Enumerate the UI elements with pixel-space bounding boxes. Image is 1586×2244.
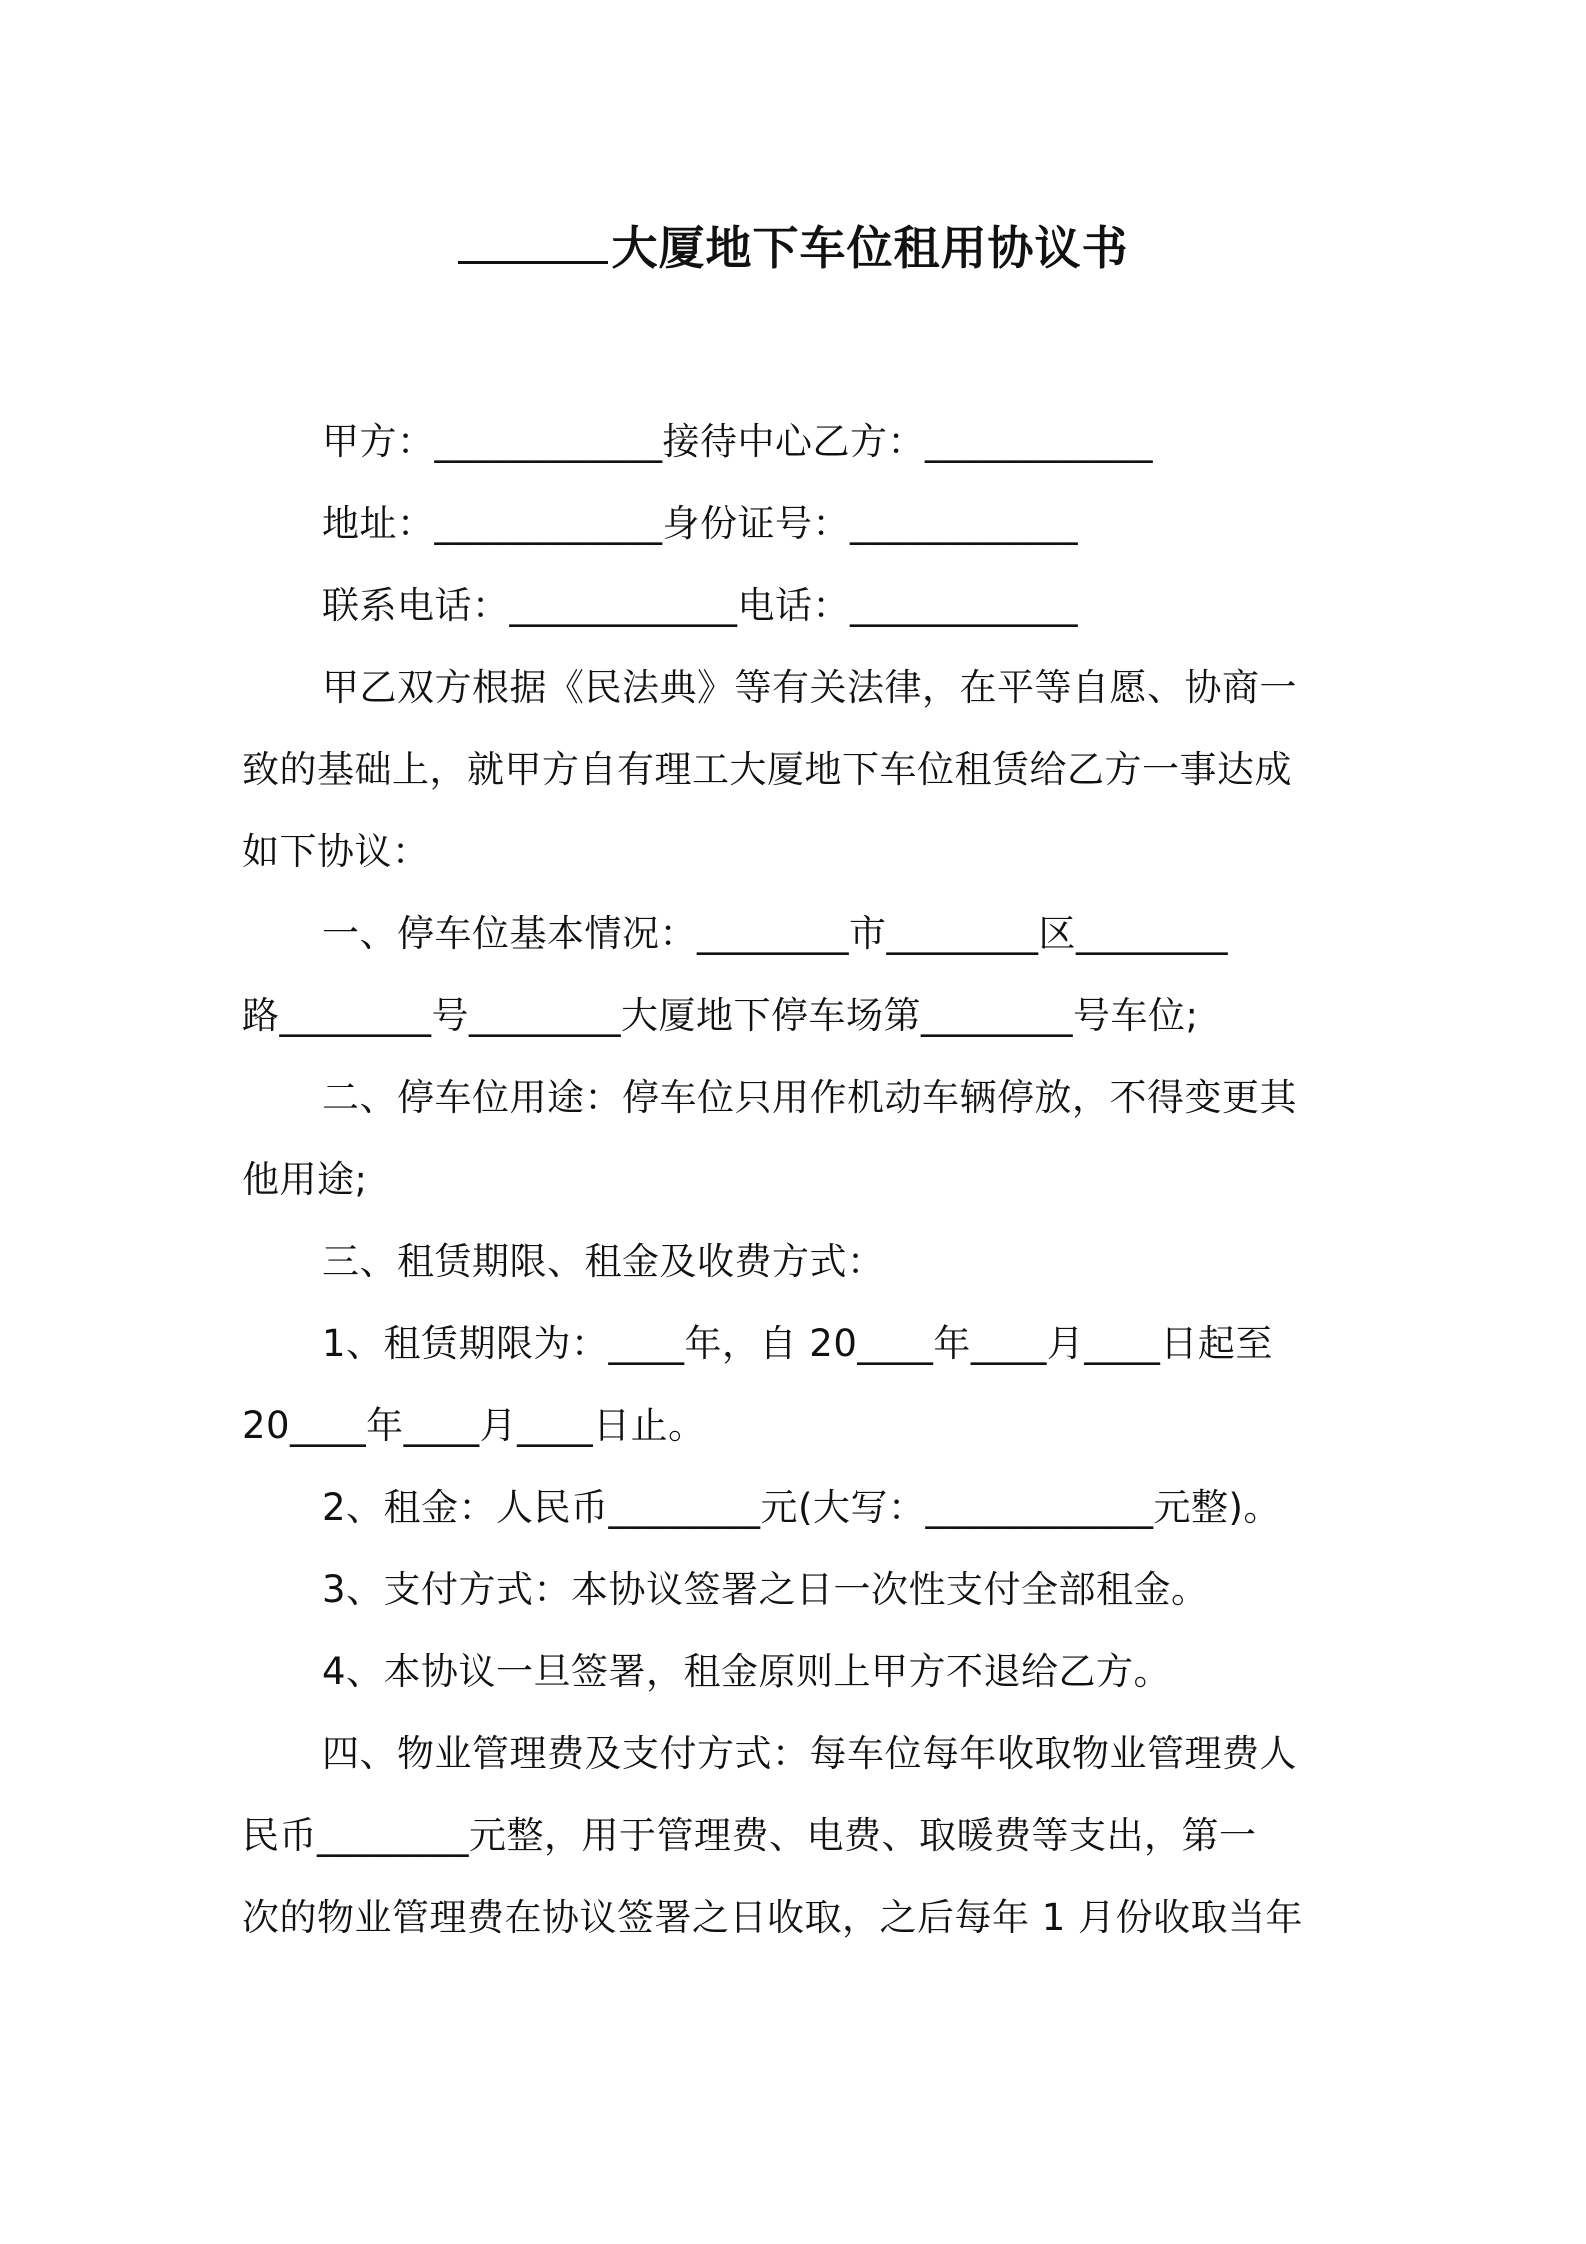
clause-4-line-2: 民币________元整，用于管理费、电费、取暖费等支出，第一 bbox=[242, 1814, 1257, 1857]
clause-3-item-1-line-2: 20____年____月____日止。 bbox=[242, 1404, 706, 1447]
clause-2-line-1: 二、停车位用途：停车位只用作机动车辆停放，不得变更其 bbox=[322, 1076, 1297, 1119]
document-title bbox=[0, 212, 1586, 278]
party-a-line: 甲方：____________接待中心乙方：____________ bbox=[322, 420, 1153, 463]
clause-3-item-2: 2、租金：人民币________元(大写：____________元整)。 bbox=[322, 1486, 1281, 1529]
phone-line: 联系电话：____________电话：____________ bbox=[322, 584, 1078, 627]
clause-1-line-2: 路________号________大厦地下停车场第________号车位; bbox=[242, 994, 1199, 1037]
clause-3-item-3: 3、支付方式：本协议签署之日一次性支付全部租金。 bbox=[322, 1568, 1209, 1611]
title-blank-line bbox=[458, 217, 608, 264]
clause-4-line-3: 次的物业管理费在协议签署之日收取，之后每年 1 月份收取当年 bbox=[242, 1896, 1304, 1939]
preamble-line-3: 如下协议： bbox=[242, 830, 430, 873]
clause-1-line-1: 一、停车位基本情况：________市________区________ bbox=[322, 912, 1228, 955]
clause-3-item-4: 4、本协议一旦签署，租金原则上甲方不退给乙方。 bbox=[322, 1650, 1172, 1693]
clause-2-line-2: 他用途; bbox=[242, 1158, 368, 1201]
preamble-line-1: 甲乙双方根据《民法典》等有关法律，在平等自愿、协商一 bbox=[322, 666, 1297, 709]
clause-4-line-1: 四、物业管理费及支付方式：每车位每年收取物业管理费人 bbox=[322, 1732, 1297, 1775]
clause-3-heading: 三、租赁期限、租金及收费方式： bbox=[322, 1240, 885, 1283]
address-line: 地址：____________身份证号：____________ bbox=[322, 502, 1078, 545]
clause-3-item-1-line-1: 1、租赁期限为：____年，自 20____年____月____日起至 bbox=[322, 1322, 1273, 1365]
preamble-line-2: 致的基础上，就甲方自有理工大厦地下车位租赁给乙方一事达成 bbox=[242, 748, 1292, 791]
title-text: 大厦地下车位租用协议书 bbox=[611, 221, 1129, 275]
